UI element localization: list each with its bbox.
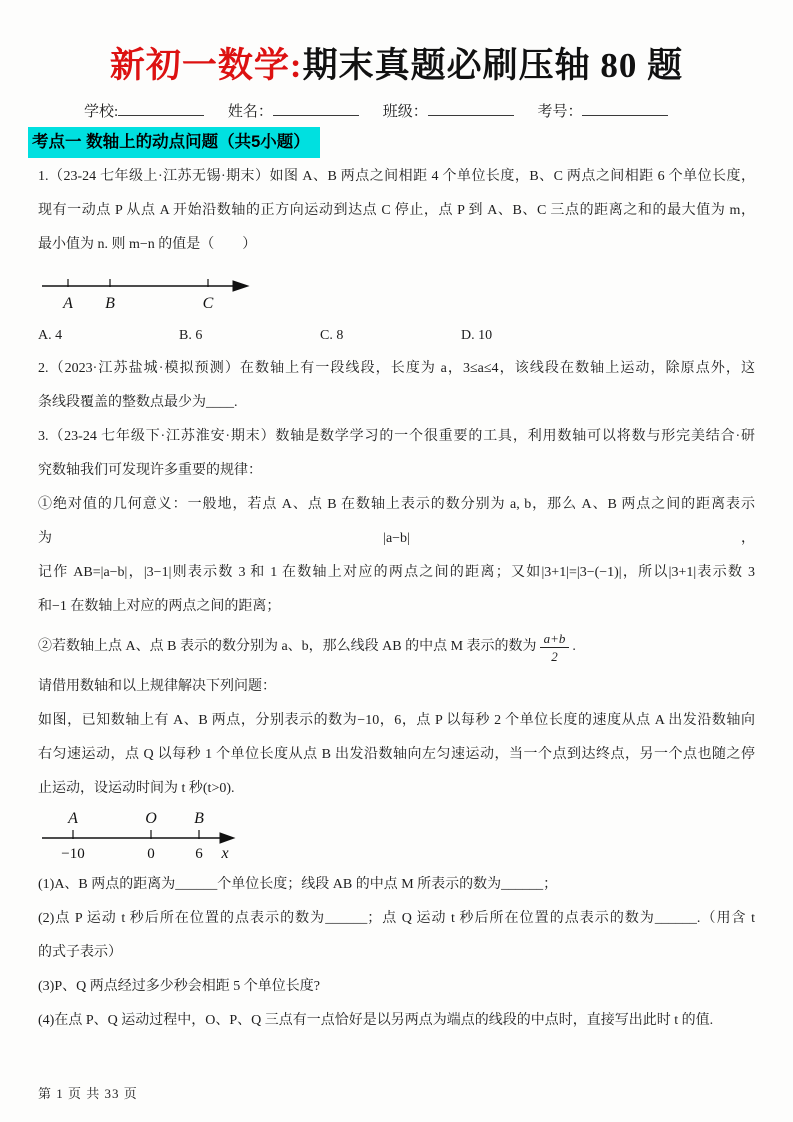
q1-number-line-diagram	[38, 270, 755, 320]
school-label: 学校:	[84, 104, 119, 120]
exam-no-label: 考号：	[537, 104, 583, 120]
q3-setup-line: 右匀速运动，点 Q 以每秒 1 个单位长度从点 B 出发沿数轴向左匀速运动，当一个点到达终点，另一个点也随之停	[38, 747, 755, 762]
point-a-label: A	[63, 295, 73, 312]
q3-rule1-line: 记作 AB=|a−b|，|3−1|则表示数 3 和 1 在数轴上对应的两点之间的距离；又如|3+1|=|3−(−1)|，所以|3+1|表示数 3	[38, 565, 755, 580]
q3-rule1-line: ①绝对值的几何意义：一般地，若点 A、点 B 在数轴上表示的数分别为 a, b，那么 A、B 两点之间的距离表示为|a−b|，	[38, 497, 755, 546]
value-0-label: 0	[147, 846, 155, 862]
point-a-label: A	[68, 810, 78, 827]
q3-intro-line: 究数轴我们可发现许多重要的规律：	[38, 463, 262, 478]
point-c-label: C	[202, 295, 214, 312]
fraction-denominator: 2	[551, 648, 558, 664]
page-title	[38, 40, 755, 92]
q3-rule2-line	[38, 624, 755, 670]
x-axis-label: x	[221, 845, 229, 862]
fraction-numerator: a+b	[540, 631, 570, 648]
section-heading: 考点一 数轴上的动点问题（共5小题）	[28, 127, 320, 158]
q3-rule2-period: .	[572, 639, 576, 654]
student-info-row	[84, 100, 755, 124]
q1-options-row	[38, 320, 755, 352]
q1-text-line: 1.（23-24 七年级上·江苏无锡·期末）如图 A、B 两点之间相距 4 个单位长度，B、C 两点之间相距 6 个单位长度，	[38, 169, 755, 184]
point-b-label: B	[105, 295, 115, 312]
q3-number-line-diagram	[40, 808, 755, 868]
title-red-part: 新初一数学:	[109, 46, 303, 85]
option-b: B. 6	[179, 328, 203, 343]
axis-arrowhead-icon	[233, 281, 248, 291]
point-b-label: B	[194, 810, 204, 827]
q2-text-line: 2.（2023·江苏盐城·模拟预测）在数轴上有一段线段，长度为 a，3≤a≤4，该线段在数轴上运动，除原点外，这	[38, 361, 755, 376]
value-minus10-label: −10	[61, 846, 85, 862]
q3-rule1-line: 和−1 在数轴上对应的两点之间的距离；	[38, 599, 281, 614]
number-line-svg-2	[40, 808, 270, 866]
q2-text-line: 条线段覆盖的整数点最少为____.	[38, 395, 238, 410]
q3-sub-question-2-cont: 的式子表示）	[38, 945, 122, 960]
class-blank	[428, 102, 514, 116]
q3-sub-question-4: (4)在点 P、Q 运动过程中，O、P、Q 三点有一点恰好是以另两点为端点的线段的中点时，直接写出此时 t 的值.	[38, 1013, 714, 1028]
q3-sub-question-2: (2)点 P 运动 t 秒后所在位置的点表示的数为______；点 Q 运动 t 秒后所在位置的点表示的数为______.（用含 t	[38, 911, 755, 926]
name-label: 姓名：	[227, 104, 273, 120]
exam-no-blank	[582, 102, 668, 116]
class-label: 班级：	[382, 104, 428, 120]
point-o-label: O	[145, 810, 157, 827]
name-blank	[273, 102, 359, 116]
value-6-label: 6	[195, 846, 203, 862]
section-heading-row	[28, 127, 755, 158]
school-blank	[118, 102, 204, 116]
midpoint-fraction	[540, 631, 570, 664]
q3-sub-question-3: (3)P、Q 两点经过多少秒会相距 5 个单位长度?	[38, 979, 320, 994]
q3-bridge-line: 请借用数轴和以上规律解决下列问题：	[38, 679, 276, 694]
q1-text-line: 现有一动点 P 从点 A 开始沿数轴的正方向运动到达点 C 停止，点 P 到 A、B、C 三点的距离之和的最大值为 m，	[38, 203, 755, 218]
option-a: A. 4	[38, 328, 63, 343]
q3-rule2-text: ②若数轴上点 A、点 B 表示的数分别为 a、b，那么线段 AB 的中点 M 表示的数为	[38, 639, 537, 654]
q3-sub-question-1: (1)A、B 两点的距离为______个单位长度；线段 AB 的中点 M 所表示的数为______；	[38, 877, 558, 892]
q1-text-line: 最小值为 n. 则 m−n 的值是（ ）	[38, 237, 257, 252]
option-c: C. 8	[320, 328, 344, 343]
q3-intro-line: 3.（23-24 七年级下·江苏淮安·期末）数轴是数学学习的一个很重要的工具，利用数轴可以将数与形完美结合·研	[38, 429, 755, 444]
title-black-part: 期末真题必刷压轴 80 题	[302, 46, 684, 85]
q3-setup-line: 如图，已知数轴上有 A、B 两点，分别表示的数为−10，6，点 P 以每秒 2 个单位长度的速度从点 A 出发沿数轴向	[38, 713, 755, 728]
q3-setup-line: 止运动，设运动时间为 t 秒(t>0).	[38, 781, 235, 796]
option-d: D. 10	[461, 328, 493, 343]
page-number: 第 1 页 共 33 页	[38, 1086, 138, 1101]
axis-arrowhead-icon	[220, 833, 234, 843]
number-line-svg-1	[38, 270, 288, 320]
